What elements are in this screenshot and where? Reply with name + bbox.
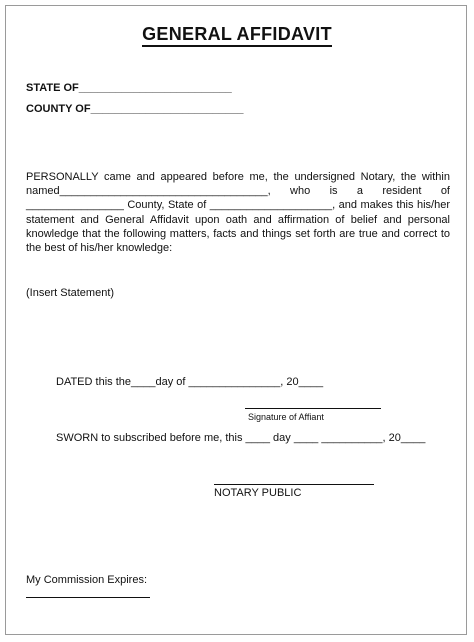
signature-of-affiant-label: Signature of Affiant bbox=[248, 412, 324, 422]
document-title bbox=[0, 24, 474, 45]
affidavit-body: PERSONALLY came and appeared before me, the undersigned Notary, the within named__________________________________, who is a resident of ________________ County, State of ____________________, and makes this his/her statement and General Affidavit upon oath and affirmation of belief and personal knowledge that the following matters, facts and things set forth are true and correct to the best of his/her knowledge: bbox=[26, 171, 450, 255]
affiant-signature-line bbox=[245, 408, 381, 409]
dated-line: DATED this the____day of _______________, 20____ bbox=[56, 376, 324, 388]
sworn-line: SWORN to subscribed before me, this ____ day ____ __________, 20____ bbox=[56, 432, 426, 444]
county-field: COUNTY OF_________________________ bbox=[26, 103, 244, 115]
insert-statement-label: (Insert Statement) bbox=[26, 287, 115, 299]
commission-expires-label: My Commission Expires: bbox=[26, 574, 148, 586]
state-field: STATE OF_________________________ bbox=[26, 82, 232, 94]
notary-public-label: NOTARY PUBLIC bbox=[214, 487, 302, 499]
commission-expires-line bbox=[26, 597, 150, 598]
document-title-text: GENERAL AFFIDAVIT bbox=[142, 24, 332, 47]
document-page bbox=[5, 5, 467, 635]
notary-signature-line bbox=[214, 484, 374, 485]
